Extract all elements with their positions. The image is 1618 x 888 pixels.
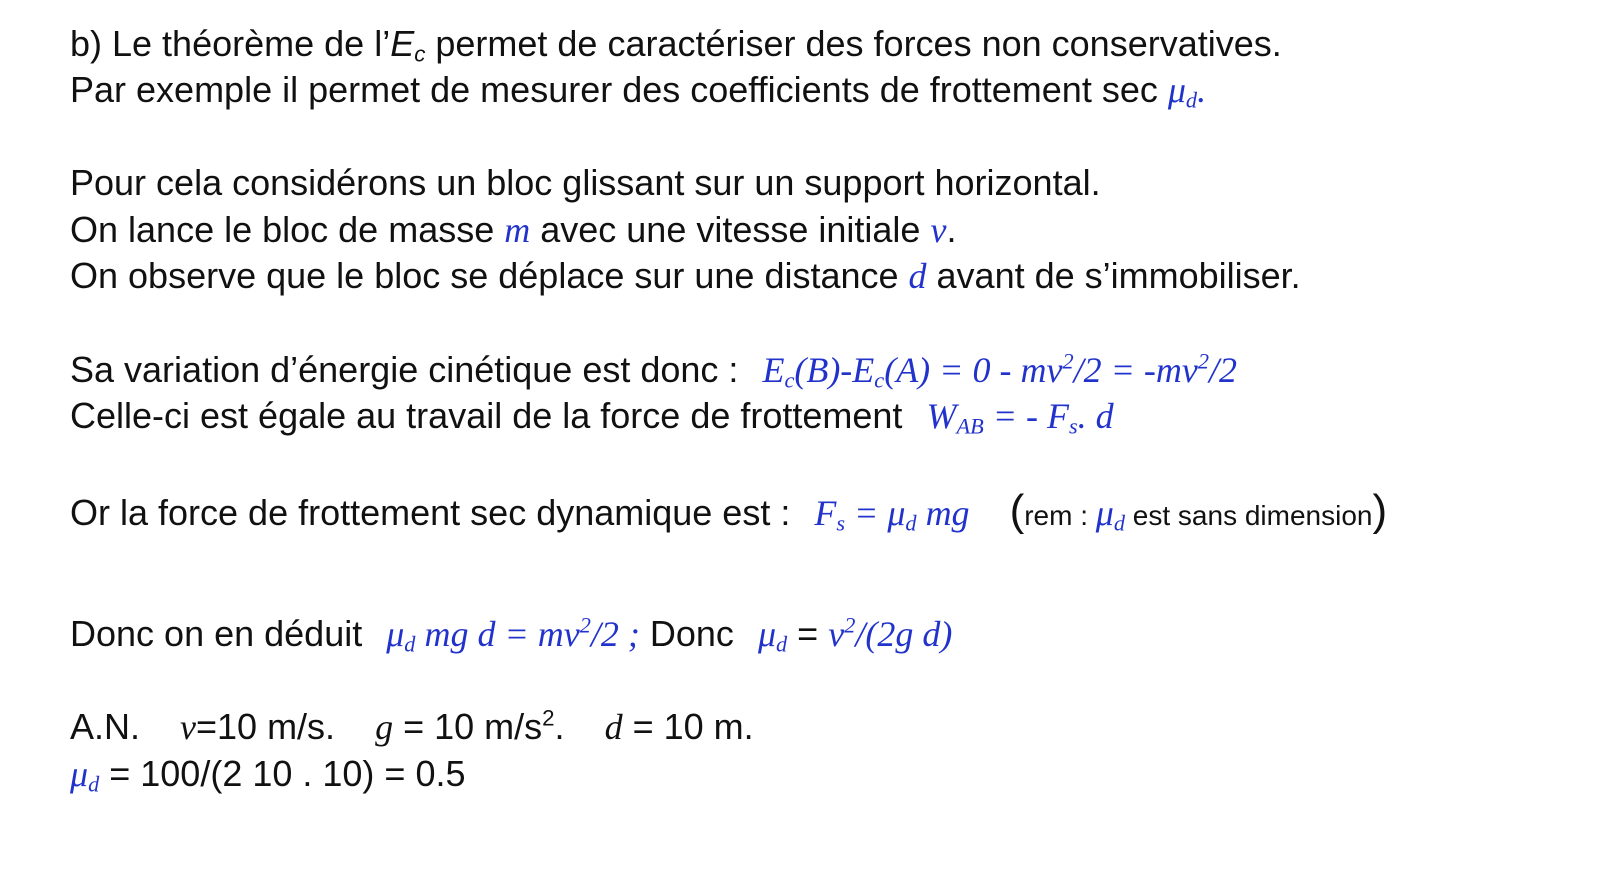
friction-force-equation [814, 493, 970, 536]
result-line [70, 752, 466, 796]
eq3-sub-s: s [836, 510, 846, 536]
energy-line-2-text: Celle-ci est égale au travail de la force de frottement [70, 395, 903, 436]
setup-line-2-end: . [946, 209, 957, 250]
an-d-symbol: d [604, 707, 623, 747]
eq3-mid: = μ [845, 493, 906, 533]
mu-formula-rhs [828, 614, 952, 654]
setup-line-1-text: Pour cela considérons un bloc glissant sur un support horizontal. [70, 162, 1101, 203]
intro-text-post: permet de caractériser des forces non conservatives. [425, 23, 1282, 64]
mass-symbol: m [504, 210, 531, 250]
intro-line-2-period: . [1197, 70, 1207, 110]
an-v-symbol: v [180, 707, 196, 747]
eq5-sub-d: d [776, 631, 788, 657]
eq1-rest1: (A) = 0 - mv [884, 350, 1063, 390]
mu-letter: μ [1167, 70, 1186, 110]
eq1-square-1: 2 [1062, 348, 1074, 374]
result-mu: μ [70, 754, 89, 794]
distance-symbol: d [908, 256, 927, 296]
eq2-W: W [926, 396, 957, 436]
eq4-mid: mg d = mv [415, 614, 580, 654]
setup-line-3-pre: On observe que le bloc se déplace sur une distance [70, 255, 909, 296]
eq2-mid: = - F [983, 396, 1069, 436]
eq1-rest3: /2 [1209, 350, 1238, 390]
eq4-sub-d: d [404, 631, 416, 657]
work-equation [926, 396, 1114, 439]
energy-line-1 [70, 348, 1237, 392]
energy-line-2 [70, 394, 1114, 438]
eq3-F: F [814, 493, 837, 533]
eq3-mg: mg [916, 493, 970, 533]
an-g-symbol: g [375, 707, 394, 747]
remark-mu-sub-d: d [1113, 510, 1126, 536]
eq1-E1: E [762, 350, 785, 390]
kinetic-energy-symbol [390, 23, 426, 67]
deduction-line-text: Donc on en déduit [70, 613, 363, 654]
an-g-end: . [554, 706, 565, 747]
friction-line-text: Or la force de frottement sec dynamique est : [70, 492, 791, 533]
an-g-value: = 10 m/s [393, 706, 543, 747]
friction-line [70, 486, 1388, 538]
intro-line-2 [70, 68, 1206, 112]
eq2-sub-s: s [1068, 413, 1078, 439]
eq5-square: 2 [844, 612, 856, 638]
ec-E: E [390, 23, 415, 64]
an-d-value: = 10 m. [622, 706, 754, 747]
kinetic-energy-equation [762, 348, 1238, 393]
eq4-square: 2 [579, 612, 591, 638]
remark-label: rem : [1024, 500, 1096, 531]
an-v-value: =10 m/s. [196, 706, 336, 747]
numeric-application-line [70, 705, 754, 749]
remark-paren-close: ) [1372, 486, 1388, 535]
result-mu-symbol [70, 754, 100, 797]
an-label: A.N. [70, 706, 141, 747]
deduction-equation [386, 612, 640, 657]
mu-d-symbol [1167, 70, 1198, 113]
intro-text-pre: b) Le théorème de l’ [70, 23, 391, 64]
result-mu-sub-d: d [88, 771, 100, 797]
intro-line-1 [70, 22, 1282, 66]
remark-mu-symbol [1095, 493, 1126, 536]
setup-line-2 [70, 208, 956, 252]
setup-line-2-mid: avec une vitesse initiale [530, 209, 931, 250]
setup-line-3-post: avant de s’immobiliser. [926, 255, 1301, 296]
eq2-end: . d [1077, 396, 1114, 436]
setup-line-2-pre: On lance le bloc de masse [70, 209, 505, 250]
eq4-mu: μ [386, 614, 405, 654]
deduction-line [70, 612, 952, 656]
eq5-mu: μ [757, 614, 777, 654]
eq1-sub-c2: c [874, 367, 885, 393]
eq5-equals: = [787, 613, 829, 654]
eq2-sub-AB: AB [956, 413, 984, 439]
mu-formula [757, 614, 788, 657]
eq1-square-2: 2 [1197, 348, 1210, 374]
remark-text: est sans dimension [1125, 500, 1373, 531]
eq4-end: /2 ; [590, 614, 640, 654]
setup-line-3 [70, 254, 1301, 298]
intro-line-2-text: Par exemple il permet de mesurer des coefficients de frottement sec [70, 69, 1168, 110]
an-g-square: 2 [542, 705, 555, 731]
setup-line-1 [70, 161, 1101, 205]
eq5-end: /(2g d) [855, 614, 953, 654]
remark-paren-open: ( [1009, 486, 1025, 535]
mu-sub-d: d [1185, 87, 1198, 113]
eq1-mid: (B)-E [794, 350, 875, 390]
ec-sub-c: c [414, 41, 426, 67]
velocity-symbol: v [930, 210, 947, 250]
remark-mu: μ [1095, 493, 1114, 533]
eq3-sub-d: d [905, 510, 917, 536]
donc-label: Donc [649, 613, 734, 654]
eq5-v: v [828, 614, 845, 654]
result-value: = 100/(2 10 . 10) = 0.5 [99, 753, 466, 794]
eq1-sub-c1: c [784, 367, 795, 393]
eq1-rest2: /2 = -mv [1073, 350, 1198, 390]
energy-line-1-text: Sa variation d’énergie cinétique est donc : [70, 349, 739, 390]
